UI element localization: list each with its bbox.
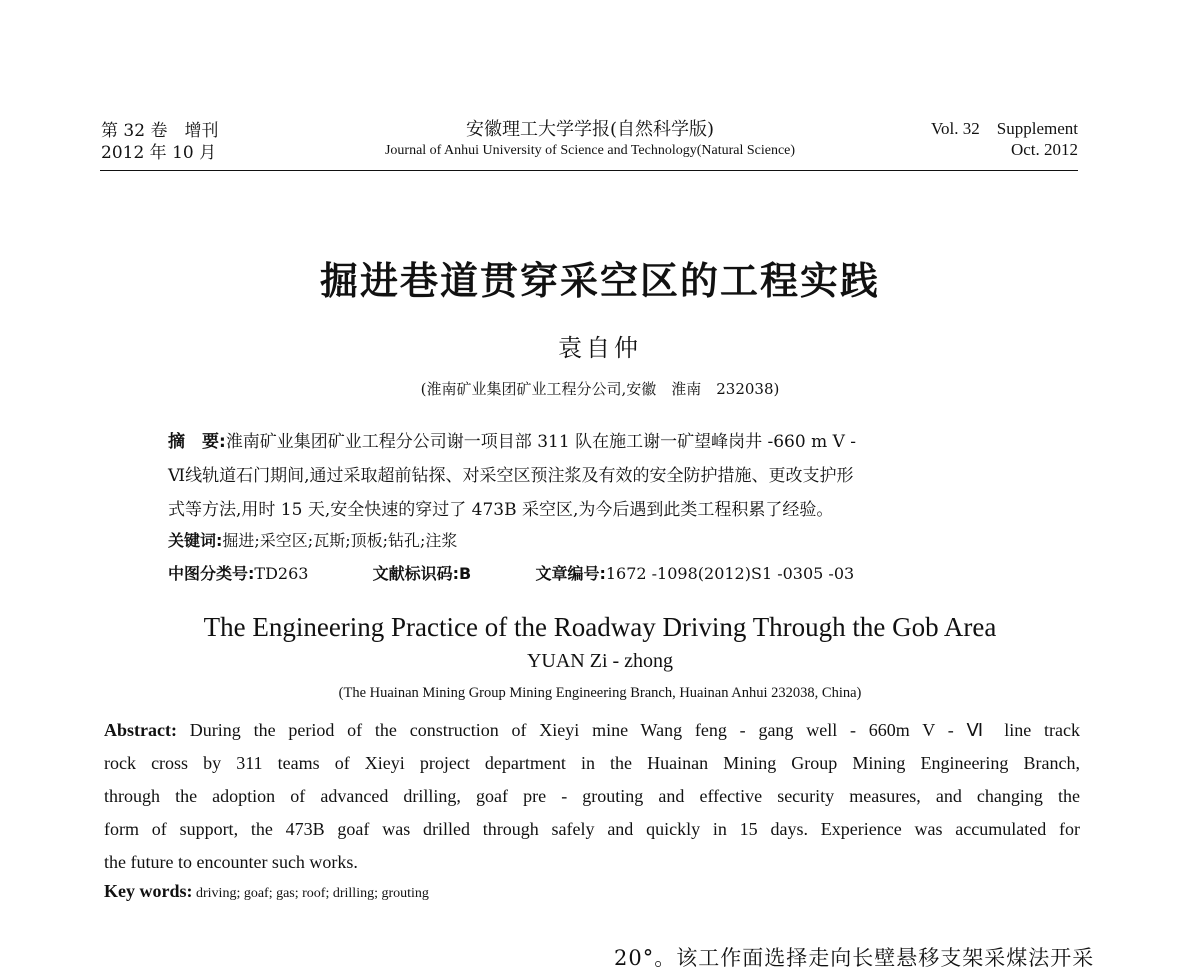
clc-label: 中图分类号:	[168, 564, 255, 583]
abstract-en-label: Abstract:	[104, 720, 177, 740]
running-header-right	[931, 118, 1078, 160]
author-en: YUAN Zi - zhong	[526, 650, 674, 672]
abstract-en-line-3: through the adoption of advanced drilling, goaf pre - grouting and effective security measures, and changing the	[104, 786, 1080, 806]
abstract-en-line-1	[104, 714, 1080, 747]
date-cn: 2012 年 10 月	[101, 143, 217, 163]
running-header-center	[300, 118, 880, 160]
abstract-en-line-2: rock cross by 311 teams of Xieyi project department in the Huainan Mining Group Mining Engineering Branch,	[104, 753, 1080, 773]
affiliation-en: (The Huainan Mining Group Mining Engineering Branch, Huainan Anhui 232038, China)	[338, 685, 862, 701]
header-rule	[100, 170, 1078, 171]
affiliation-cn: (淮南矿业集团矿业工程分公司,安徽 淮南 232038)	[420, 380, 780, 398]
article-number-value: 1672 -1098(2012)S1 -0305 -03	[605, 564, 855, 583]
abstract-cn-line-3: 式等方法,用时 15 天,安全快速的穿过了 473B 采空区,为今后遇到此类工程积累了经验。	[168, 500, 834, 520]
author-cn: 袁自仲	[558, 334, 642, 362]
abstract-cn-text-1: 淮南矿业集团矿业工程分公司谢一项目部 311 队在施工谢一矿望峰岗井 -660 m V -	[225, 432, 857, 452]
keywords-en-value: driving; goaf; gas; roof; drilling; grouting	[192, 886, 429, 901]
date-en: Oct. 2012	[1010, 140, 1078, 159]
doc-code-label: 文献标识码:	[372, 564, 460, 583]
keywords-en	[104, 881, 429, 902]
paper-title-cn: 掘进巷道贯穿采空区的工程实践	[319, 258, 880, 303]
keywords-cn-value: 掘进;采空区;瓦斯;顶板;钻孔;注浆	[222, 531, 458, 550]
classification-row	[168, 561, 854, 584]
doc-code-value: B	[459, 564, 472, 583]
keywords-en-label: Key words:	[104, 881, 193, 901]
keywords-cn-label: 关键词:	[168, 531, 223, 550]
journal-name-cn: 安徽理工大学学报(自然科学版)	[465, 119, 715, 140]
volume-en: Vol. 32 Supplement	[930, 119, 1078, 138]
volume-cn: 第 32 卷 增刊	[101, 121, 219, 141]
abstract-cn-line-1	[168, 425, 1028, 459]
keywords-cn	[168, 528, 457, 551]
abstract-en-line-4: form of support, the 473B goaf was drilled through safely and quickly in 15 days. Experience was accumulated for	[104, 819, 1080, 839]
abstract-cn-label: 摘 要:	[168, 432, 226, 452]
abstract-cn	[168, 425, 1028, 527]
abstract-en	[104, 714, 1080, 879]
body-text-cutoff: 20°。该工作面选择走向长壁悬移支架采煤法开采	[614, 946, 1095, 970]
paper-title-en: The Engineering Practice of the Roadway Driving Through the Gob Area	[203, 612, 997, 642]
running-header-left	[101, 120, 218, 164]
article-number-label: 文章编号:	[535, 564, 606, 583]
abstract-en-text-1: During the period of the construction of Xieyi mine Wang feng - gang well - 660m V - Ⅵ line track	[176, 720, 1080, 740]
abstract-cn-line-2: Ⅵ线轨道石门期间,通过采取超前钻探、对采空区预注浆及有效的安全防护措施、更改支护形	[168, 466, 854, 486]
journal-name-en: Journal of Anhui University of Science and Technology(Natural Science)	[384, 143, 796, 158]
abstract-en-line-5: the future to encounter such works.	[104, 852, 358, 872]
clc-value: TD263	[254, 564, 309, 583]
